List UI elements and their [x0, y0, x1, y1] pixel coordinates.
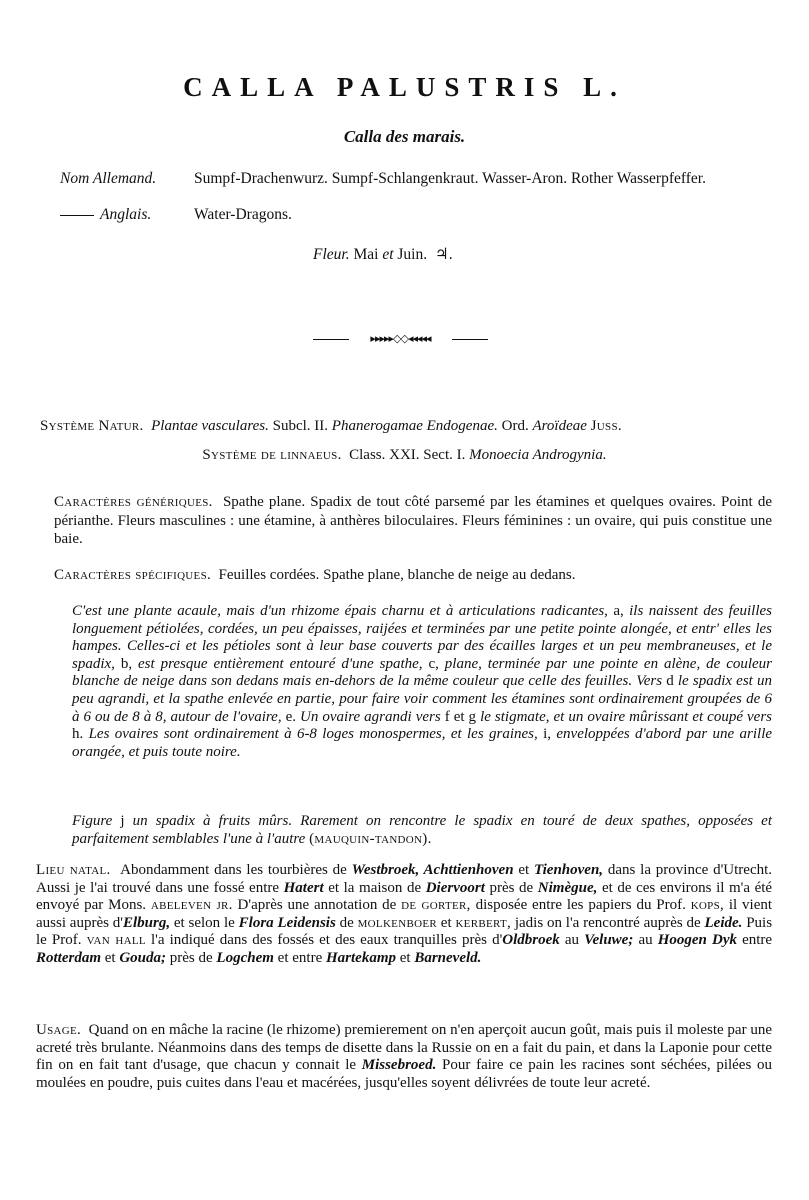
page-subtitle: Calla des marais. [343, 127, 466, 146]
place-name: Gouda; [119, 949, 167, 966]
systeme-natur-label: Système Natur. [40, 418, 144, 434]
ditto-dash [60, 215, 94, 216]
place-name: Hatert [283, 879, 324, 896]
locality-text: et de ces environs il m'a été envoyé par Mons. [36, 879, 773, 914]
figure-letter: d [666, 673, 674, 690]
locality-text: Abondamment dans les tourbières de [120, 862, 347, 878]
place-name: Tienhoven, [534, 862, 604, 878]
figure-letter: i, [543, 726, 552, 743]
author-reference: (mauquin-tandon). [309, 830, 432, 847]
english-label-cell [60, 206, 194, 224]
description-text: Un ovaire agrandi vers [300, 708, 441, 725]
person-name: de gorter, [401, 897, 471, 914]
figure-letter: j [120, 813, 125, 829]
subclass-name: Phanerogamae Endogenae. [331, 418, 498, 434]
locality-text: et [399, 949, 411, 966]
figure-letter: c, [428, 655, 439, 672]
locality-text: près de [489, 879, 534, 896]
generic-text: Spathe plane. Spadix de tout côté parsemé par les étamines et quelques ovaires. Point de périanthe. Fleurs masculines : une étamine, à anthères biloculaires. Fleurs féminines : un ovaire, qui puis constitue une baie. [54, 494, 772, 547]
locality-text: D'après une annotation de [237, 897, 397, 914]
ornament-divider: ▸▸▸▸▸◇◇◂◂◂◂◂ [313, 333, 488, 345]
order-author: Juss. [590, 418, 622, 434]
figure-letter: h. [72, 726, 84, 743]
order-name: Aroïdeae [532, 418, 587, 434]
place-name: Oldbroek [502, 932, 560, 949]
locality-text: près de [169, 949, 213, 966]
specific-text: Feuilles cordées. Spathe plane, blanche de neige au dedans. [218, 567, 576, 583]
place-name: Veluwe; [584, 932, 634, 949]
place-name: Nimègue, [537, 879, 598, 896]
linnaeus-class: Class. XXI. Sect. I. [349, 447, 466, 463]
order-label: Ord. [501, 418, 529, 434]
place-name: Barneveld. [414, 949, 482, 966]
flower-label: Fleur. [313, 246, 350, 263]
locality-text: jadis on l'a rencontré auprès de [514, 914, 701, 931]
person-name: abeleven jr. [150, 897, 233, 914]
english-label: Anglais. [100, 206, 152, 223]
locality-text: au [638, 932, 653, 949]
english-names-row [60, 206, 790, 224]
systeme-natur [40, 418, 775, 435]
systeme-linnaeus [0, 447, 809, 464]
place-name: Elburg, [122, 914, 171, 931]
description-text: ils naissent des feuilles longuement pétiolées, cordées, un peu épaisses, raijées et terminées par une petite pointe alongée, et entr' elles les hampes. Celles-ci et les pétioles sont à leur base couverts par des écailles larges et un peu membraneuses, et le spadix, [72, 603, 773, 672]
locality-text: il vient aussi auprès d' [36, 897, 773, 931]
specific-characters [54, 566, 772, 585]
description-text: Les ovaires sont ordinairement à 6-8 loges monospermes, et les graines, [88, 726, 538, 743]
figure-note-text: un spadix à fruits mûrs. Rarement on rencontre le spadix en touré de deux spathes, opposées et parfaitement semblables l'une à l'autre [72, 813, 773, 847]
person-name: kerbert, [455, 914, 512, 931]
figure-letter: f et g [444, 708, 477, 725]
locality-text: Puis le Prof. [36, 914, 773, 949]
subclass-label: Subcl. II. [272, 418, 329, 434]
description-text: plane, terminée par une pointe en alène, de couleur blanche de neige dans son dedans mais en-dehors de la même couleur que celle des feuilles. Vers [72, 655, 773, 690]
linnaeus-name: Monoecia Androgynia. [469, 447, 607, 463]
usage-label: Usage. [36, 1022, 82, 1038]
usage-section [36, 1022, 772, 1092]
german-label: Nom Allemand. [60, 170, 157, 187]
figure-letter: a, [613, 603, 624, 619]
locality-text: et selon le [173, 914, 235, 931]
generic-label: Caractères génériques. [54, 494, 213, 510]
usage-text: Pour faire ce pain les racines sont séchées, pilées ou moulées en poudre, puis cuites dans l'eau et macérées, jusqu'elles soyent délivrées de toute leur acreté. [36, 1057, 773, 1091]
locality-text: et la maison de [328, 879, 422, 896]
locality-text: dans la province d'Utrecht. Aussi je l'ai trouvé dans une fossé entre [36, 862, 773, 896]
specific-label: Caractères spécifiques. [54, 567, 212, 583]
locality-text: et [104, 949, 116, 966]
locality-text: et entre [277, 949, 323, 966]
figure-note-text: Figure [72, 813, 113, 829]
systeme-linnaeus-label: Système de linnaeus. [202, 447, 342, 463]
flowering-period [313, 245, 453, 264]
description-text: le spadix est un peu agrandi, et la spathe enlevée en partie, pour faire voir comment les étamines sont ordinairement groupées de 6 à 6 ou de 8 à 8, autour de l'ovaire, [72, 673, 773, 725]
place-name: Westbroek, Achttienhoven [351, 862, 514, 878]
lieu-natal-label: Lieu natal. [36, 862, 111, 878]
place-name: Logchem [216, 949, 274, 966]
locality-text: et [518, 862, 530, 878]
german-names-row [60, 170, 790, 188]
generic-characters [54, 493, 772, 549]
flower-month-b: Juin. [397, 246, 428, 263]
locality-text: disposée entre les papiers du Prof. [475, 897, 686, 914]
figure-note [72, 813, 772, 848]
locality-text: de [339, 914, 354, 931]
bread-name: Missebroed. [361, 1057, 437, 1074]
class-name: Plantae vasculares. [151, 418, 269, 434]
flower-et: et [382, 246, 394, 263]
perennial-symbol: ♃. [434, 246, 453, 263]
native-locality [36, 862, 772, 968]
plant-description [72, 603, 772, 761]
place-name: Hoogen Dyk [657, 932, 737, 949]
place-name: Leide. [704, 914, 743, 931]
flower-month-a: Mai [353, 246, 379, 263]
vernacular-names [60, 170, 790, 242]
description-text: le stigmate, et un ovaire mûrissant et coupé vers [480, 708, 772, 725]
locality-text: entre [742, 932, 773, 949]
person-name: kops, [690, 897, 725, 914]
german-names: Sumpf-Drachenwurz. Sumpf-Schlangenkraut. Wasser-Aron. Rother Wasserpfeffer. [194, 170, 706, 187]
person-name: molkenboer [357, 914, 437, 931]
english-names: Water-Dragons. [194, 206, 292, 223]
usage-text: Quand on en mâche la racine (le rhizome) premierement on n'en aperçoit aucun goût, mais puis il moleste par une acreté très brulante. Néanmoins dans des temps de disette dans la Russie on en a fait du pain, et dans la Laponie pour cette fin on en fait tant d'usage, que chacun y connait le [36, 1022, 772, 1074]
place-name: Diervoort [425, 879, 485, 896]
locality-text: l'a indiqué dans des fossés et des eaux tranquilles près d' [150, 932, 503, 949]
book-title: Flora Leidensis [238, 914, 336, 931]
description-text: enveloppées d'abord par une arille orangée, et puis toute noire. [72, 726, 773, 760]
person-name: van hall [86, 932, 146, 949]
figure-letter: b, [120, 655, 133, 672]
locality-text: au [564, 932, 580, 949]
place-name: Rotterdam [36, 949, 102, 966]
locality-text: et [440, 914, 452, 931]
figure-letter: e. [285, 708, 297, 725]
page-title: CALLA PALUSTRIS L. [183, 72, 626, 102]
place-name: Hartekamp [325, 949, 396, 966]
description-text: est presque entièrement entouré d'une spathe, [138, 655, 423, 672]
description-text: C'est une plante acaule, mais d'un rhizome épais charnu et à articulations radicantes, [72, 603, 608, 619]
